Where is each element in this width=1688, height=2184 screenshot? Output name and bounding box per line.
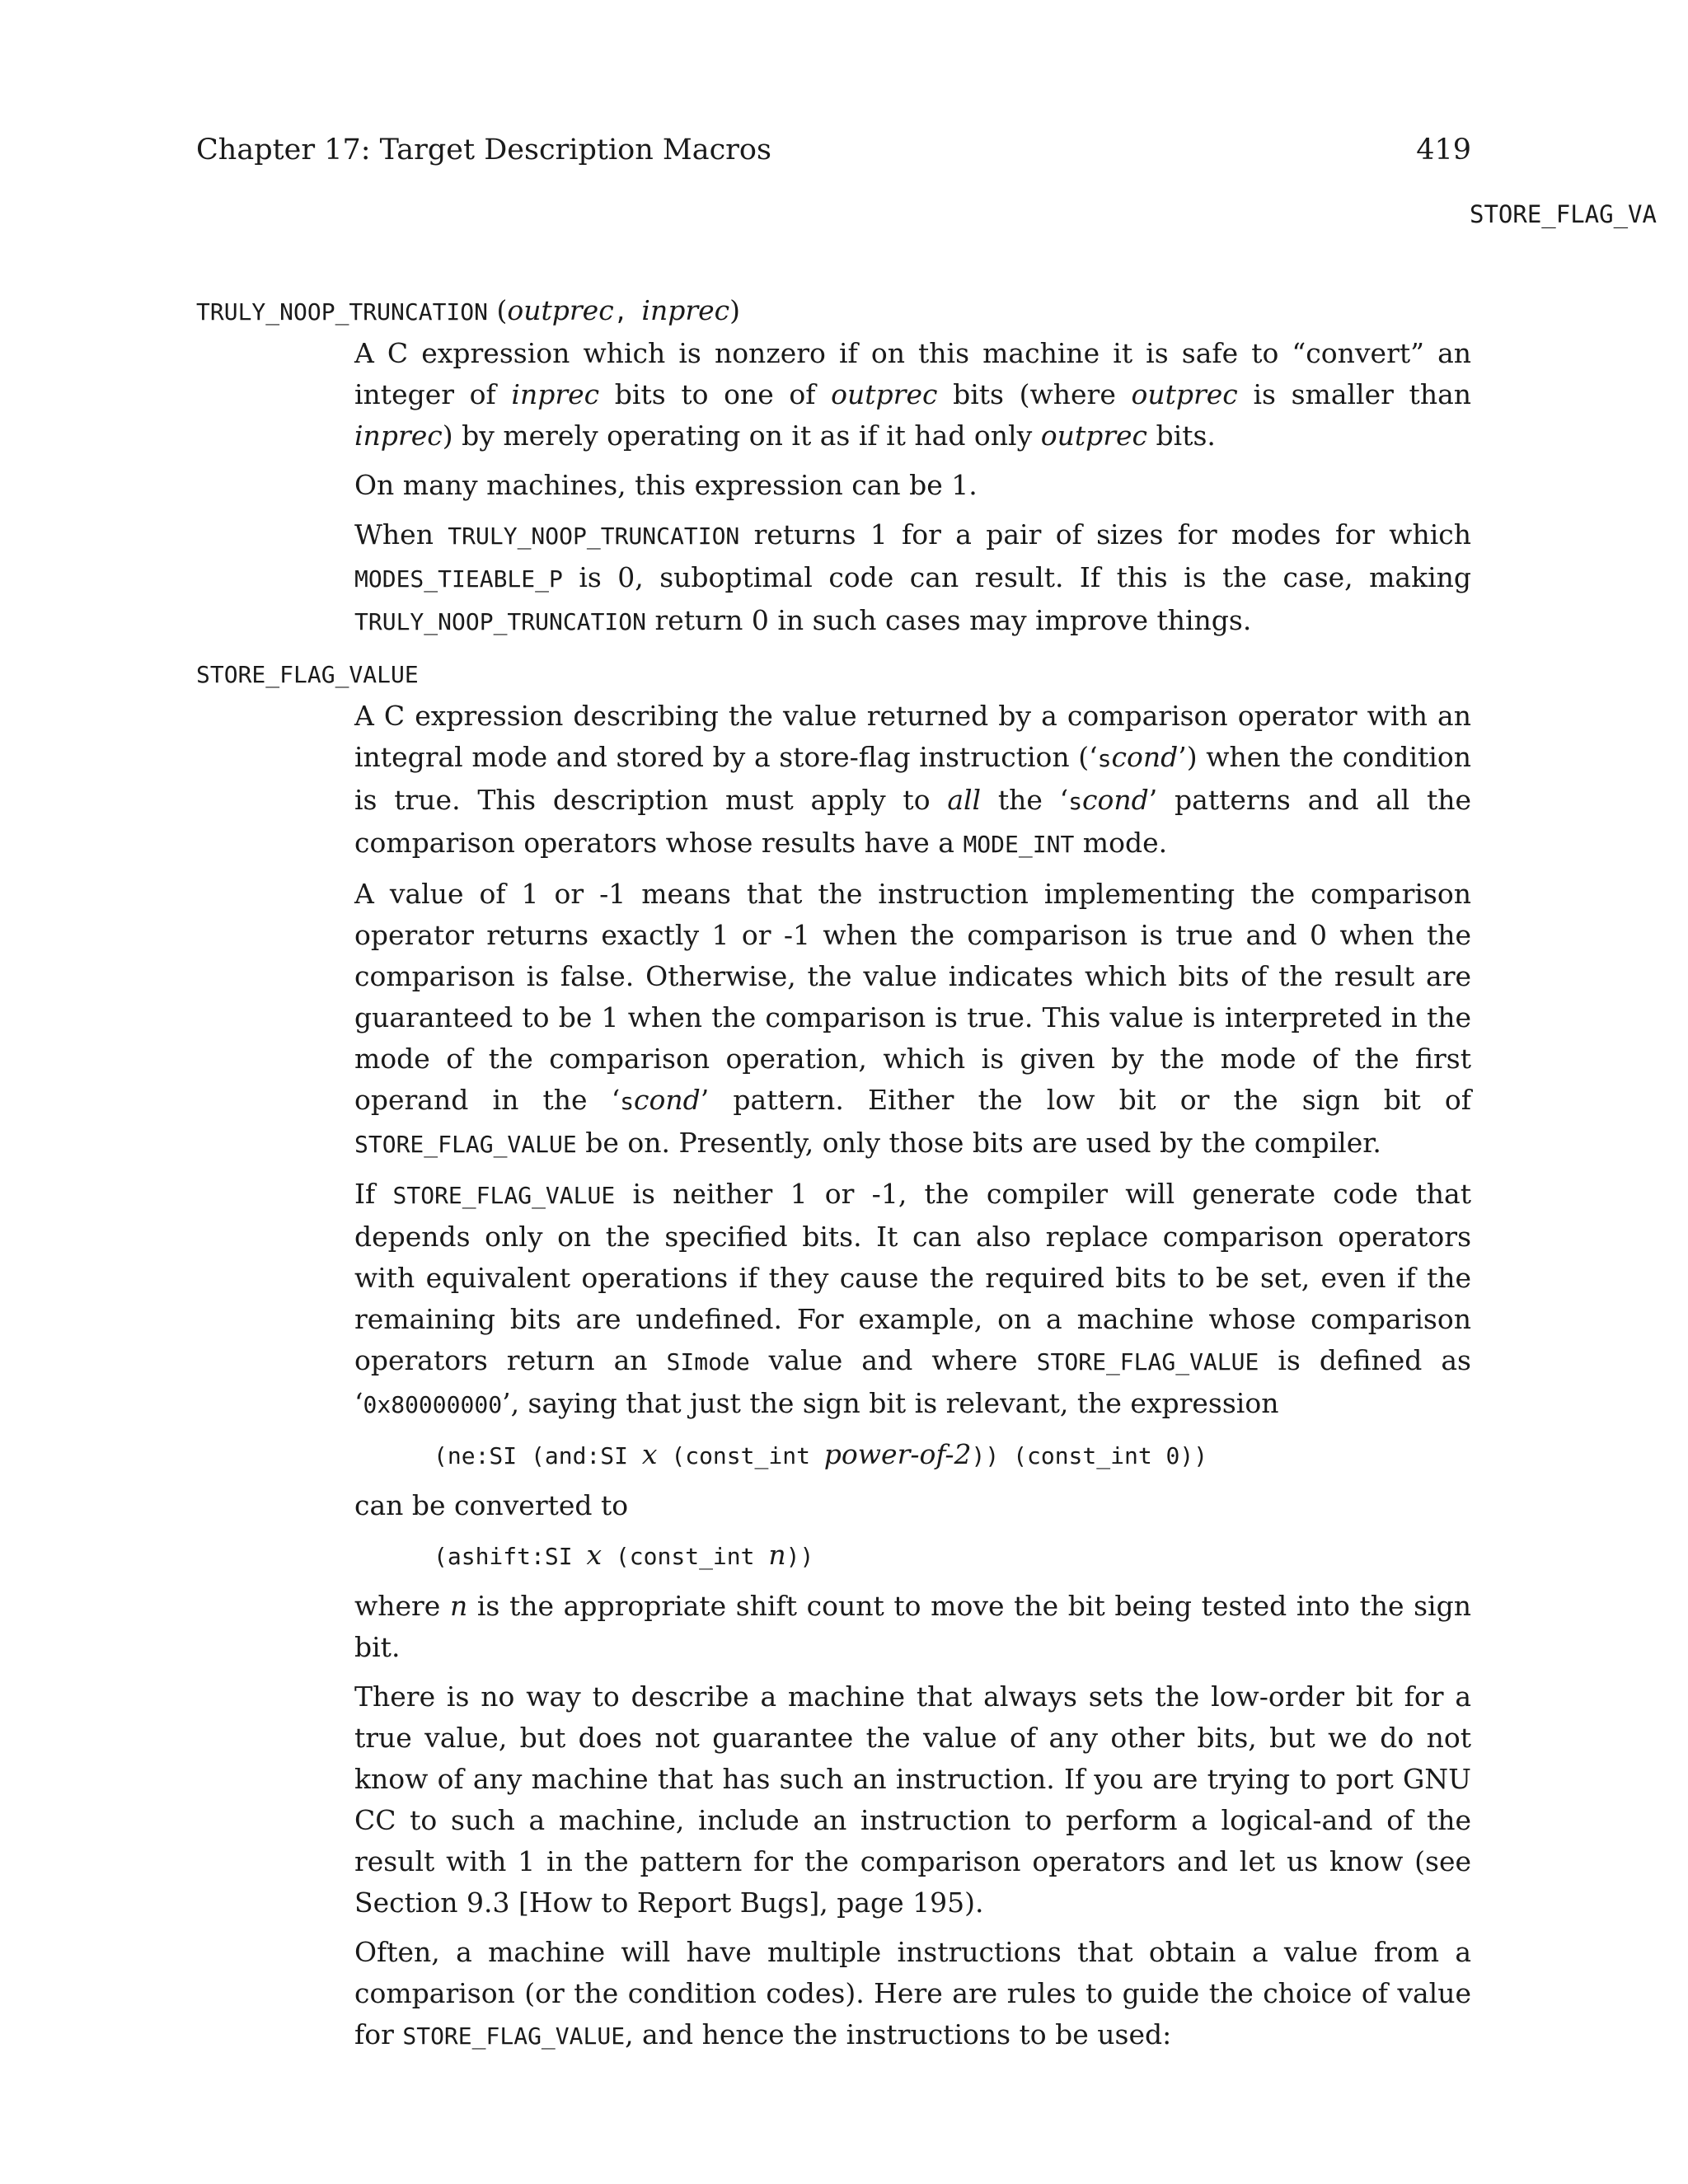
text: ’) when the condition is true. This description must apply to <box>354 741 1471 816</box>
italic-text: outprec <box>831 378 938 410</box>
italic-text: outprec <box>1040 419 1148 452</box>
code-text: s <box>620 1088 635 1115</box>
chapter-title: Chapter 17: Target Description Macros <box>196 134 771 166</box>
paragraph <box>354 514 1471 643</box>
text: return 0 in such cases may improve things. <box>646 604 1252 636</box>
definition-term <box>196 290 1471 333</box>
text: When <box>354 518 448 551</box>
text: is smaller than <box>1237 378 1472 410</box>
italic-text: outprec <box>1131 378 1238 410</box>
page-header <box>196 130 1471 170</box>
italic-text: cond <box>634 1084 701 1116</box>
code-variable: power-of-2 <box>823 1438 972 1470</box>
code-part: (const_int <box>657 1442 824 1469</box>
code-text: STORE_FLAG_VALUE <box>354 1131 577 1158</box>
italic-text: n <box>449 1590 468 1622</box>
paragraph: On many machines, this expression can be 1. <box>354 469 978 501</box>
code-example <box>434 1434 1471 1477</box>
code-text: 0x80000000 <box>363 1391 503 1418</box>
definition-term <box>196 653 1471 696</box>
paragraph <box>354 696 1471 865</box>
text: is 0, suboptimal code can result. If this is the case, making <box>562 561 1471 593</box>
italic-text: inprec <box>354 419 443 452</box>
text: the ‘ <box>981 784 1069 816</box>
text: A C expression which is nonzero if on this machine it is safe to “convert” an integer of <box>354 337 1471 410</box>
code-part: )) <box>785 1543 814 1570</box>
text: ’, saying that just the sign bit is relevant, the expression <box>502 1387 1279 1419</box>
page-number: 419 <box>1416 134 1471 166</box>
code-text: TRULY_NOOP_TRUNCATION <box>354 608 647 635</box>
paragraph <box>354 1586 1471 1668</box>
code-text: TRULY_NOOP_TRUNCATION <box>448 523 740 550</box>
paragraph <box>354 333 1471 457</box>
text: where <box>354 1590 450 1622</box>
definition-body <box>354 333 1471 643</box>
text: bits (where <box>937 378 1132 410</box>
italic-text: cond <box>1111 741 1179 773</box>
code-part: (ashift:SI <box>434 1543 587 1570</box>
running-tag: STORE_FLAG_VA <box>1470 200 1657 228</box>
definition-entry-store-flag-value <box>196 653 1471 2057</box>
args-open: ( <box>488 294 508 326</box>
definition-entry-truly-noop-truncation <box>196 290 1471 643</box>
code-variable: x <box>641 1438 658 1470</box>
italic-text: all <box>947 784 982 816</box>
paragraph <box>354 1932 1471 2057</box>
code-variable: n <box>768 1539 786 1571</box>
code-text: STORE_FLAG_VALUE <box>1036 1348 1259 1376</box>
code-example <box>434 1535 1471 1577</box>
text: returns 1 for a pair of sizes for modes for which <box>739 518 1471 551</box>
code-text: STORE_FLAG_VALUE <box>402 2022 626 2050</box>
italic-text: inprec <box>511 378 600 410</box>
text: is neither 1 or -1, the compiler will generate code that depends only on the specified bits. It can also replace comparison operators with equivalent operations if they cause the required bits to be set, even if the remaining bits are undefined. For example, on a machine whose comparison operators return an <box>354 1178 1471 1376</box>
text: ’ pattern. Either the low bit or the sign bit of <box>700 1084 1471 1116</box>
code-text: s <box>1097 745 1112 772</box>
text: Often, a machine will have multiple instructions that obtain a value from a comparison (or the condition codes). Here are rules to guide the choice of value for <box>354 1936 1471 2050</box>
text: , and hence the instructions to be used: <box>625 2018 1172 2050</box>
text: value and where <box>749 1344 1037 1376</box>
code-text: STORE_FLAG_VALUE <box>392 1182 616 1209</box>
code-text: s <box>1068 788 1083 815</box>
text: mode. <box>1074 827 1168 859</box>
text: is the appropriate shift count to move the bit being tested into the sign bit. <box>354 1590 1471 1663</box>
code-variable: x <box>586 1539 603 1571</box>
macro-name: TRULY_NOOP_TRUNCATION <box>196 298 489 326</box>
text: be on. Presently, only those bits are used by the compiler. <box>576 1127 1381 1159</box>
text: If <box>354 1178 393 1210</box>
code-text: MODES_TIEABLE_P <box>354 565 563 593</box>
args-close: ) <box>729 294 740 326</box>
code-text: MODE_INT <box>963 831 1075 858</box>
paragraph <box>354 1174 1471 1426</box>
code-part: )) (const_int 0)) <box>971 1442 1208 1469</box>
page-content <box>196 290 1471 2067</box>
paragraph <box>354 874 1471 1165</box>
italic-text: cond <box>1082 784 1149 816</box>
paragraph: There is no way to describe a machine that always sets the low-order bit for a true value, but does not guarantee the value of any other bits, but we do not know of any machine that has such an instruction. If you are trying to port GNU CC to such a machine, include an instruction to perform a logical-and of the result with 1 in the pattern for the comparison operators and let us know (see Section 9.3 [How to Report Bugs], page 195). <box>354 1680 1471 1919</box>
text: is defined as ‘ <box>354 1344 1471 1419</box>
text: ) by merely operating on it as if it had only <box>442 419 1041 452</box>
text: bits. <box>1147 419 1216 452</box>
text: A C expression describing the value returned by a comparison operator with an integral mode and stored by a store-flag instruction (‘ <box>354 700 1471 773</box>
text: A value of 1 or -1 means that the instruction implementing the comparison operator returns exactly 1 or -1 when the comparison is true and 0 when the comparison is false. Otherwise, the value indicates which bits of the result are guaranteed to be 1 when the comparison is true. This value is interpreted in the mode of the comparison operation, which is given by the mode of the first operand in the ‘ <box>354 878 1471 1116</box>
paragraph: can be converted to <box>354 1489 629 1521</box>
text: bits to one of <box>599 378 832 410</box>
text: ’ patterns and all the comparison operators whose results have a <box>354 784 1471 859</box>
args-separator: , <box>613 298 642 326</box>
code-part: (const_int <box>602 1543 769 1570</box>
code-text: SImode <box>666 1348 750 1376</box>
code-part: (ne:SI (and:SI <box>434 1442 642 1469</box>
arg-inprec: inprec <box>641 294 730 326</box>
macro-name: STORE_FLAG_VALUE <box>196 661 419 688</box>
definition-body <box>354 696 1471 2057</box>
arg-outprec: outprec <box>507 294 614 326</box>
